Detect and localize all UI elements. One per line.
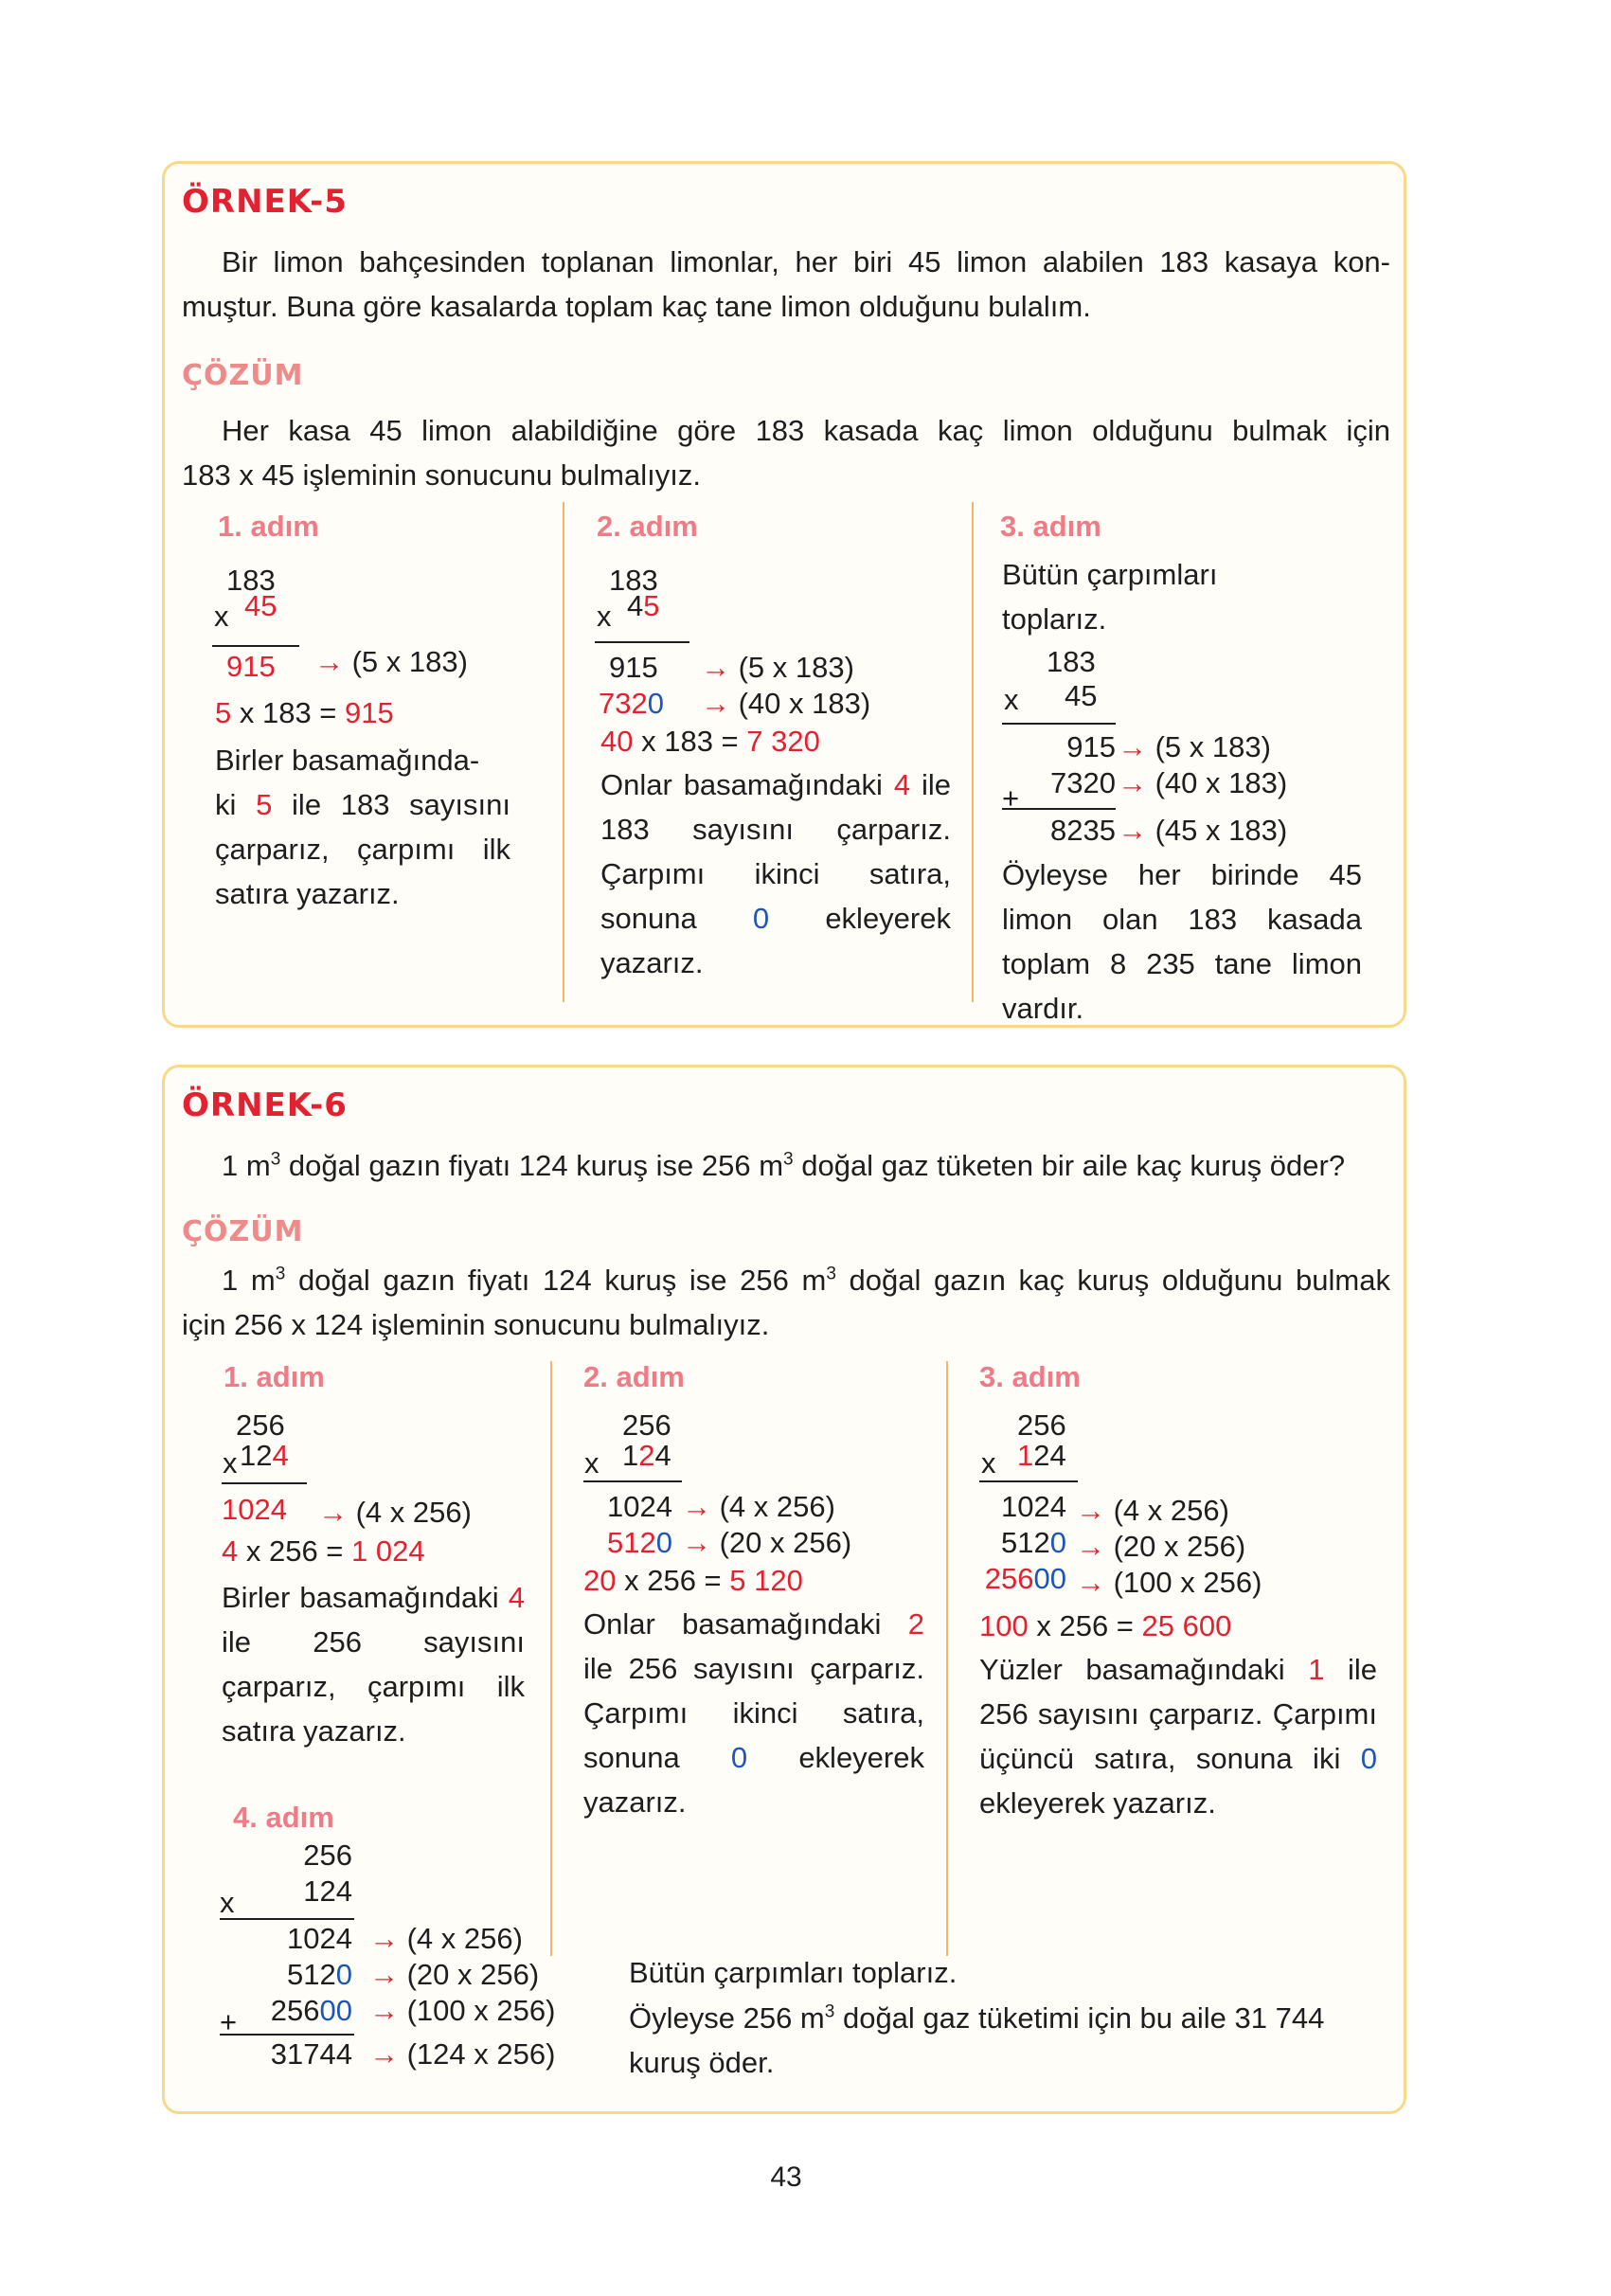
example-6-solution-text: 1 $m^3$ doğal gazın fiyatı 124 kuruş ise 256 $m^3$ doğal gazın kaç kuruş olduğunu bulmak için 256 x 124 işleminin sonucunu bulmalıyız. xyxy=(182,1264,1390,1341)
ex6-step3-label: 3. adım xyxy=(979,1360,1081,1393)
page-number: 43 xyxy=(770,2161,802,2193)
example-6-solution-label: ÇÖZÜM xyxy=(182,1215,304,1248)
example-5-solution-label: ÇÖZÜM xyxy=(182,359,304,392)
ex5-step2-text: Onlar basamağındaki 4 ile 183 sayısını çarparız. Çarpımı ikinci satıra, sonuna 0 ekleyerek yazarız. xyxy=(600,768,951,979)
ex5-step1-label: 1. adım xyxy=(218,510,319,543)
ex6-step1-text: Birler basamağındaki 4 ile 256 sayısını çarparız, çarpımı ilk satıra yazarız. xyxy=(222,1581,525,1748)
example-5-title: ÖRNEK-5 xyxy=(182,183,348,221)
ex5-step1-text: Birler basamağında- ki 5 ile 183 sayısını çarparız, çarpımı ilk satıra yazarız. xyxy=(215,744,510,910)
example-5-box: ÖRNEK-5 Bir limon bahçesinden toplanan limonlar, her biri 45 limon alabilen 183 kasaya kon- muştur. Buna göre kasalarda toplam kaç tane limon olduğunu bulalım. ÇÖZÜM Her kasa 45 limon alabildiğine göre 183 kasada kaç limon olduğunu bulmak için 183 x 45 işleminin sonucunu bulmalıyız. 1. adım 183 x 45 915 → (5 x 183) 5 x 183 = 915 Birler basamağında- ki 5 ile 183 sayısını çarparız, çarpımı ilk satıra yazarız. 2. adım 183 x 45 915 7320 → (5 x 183) → (40 x 183) 40 x 183 = 7 320 Onlar basamağındaki 4 ile 183 sayısını çarparız. Çarpımı ikinci satıra, sonuna 0 ekleyerek yazarız. 3. adım Bütün çarpımları toplarız. 183 x 45 915 7320 + 8235 → (5 x 183) → (40 x 183) → (45 x 183) Öyleyse her birinde 45 limon olan 183 kasada toplam 8 235 tane limon vardır. xyxy=(162,161,1406,1028)
example-5-solution-text: Her kasa 45 limon alabildiğine göre 183 kasada kaç limon olduğunu bulmak için 183 x 45 işleminin sonucunu bulmalıyız. xyxy=(182,414,1390,492)
column-divider xyxy=(972,502,974,1002)
column-divider xyxy=(550,1361,552,1956)
ex6-step2-text: Onlar basamağındaki 2 ile 256 sayısını çarparız. Çarpımı ikinci satıra, sonuna 0 ekleyerek yazarız. xyxy=(583,1607,924,1819)
example-6-box: ÖRNEK-6 1 $m^3$ doğal gazın fiyatı 124 kuruş ise 256 $m^3$ doğal gaz tüketen bir aile kaç kuruş öder? ÇÖZÜM 1 $m^3$ doğal gazın fiyatı 124 kuruş ise 256 $m^3$ doğal gazın kaç kuruş olduğunu bulmak için 256 x 124 işleminin sonucunu bulmalıyız. 1. adım 256 x 124 1024 → (4 x 256) 4 x 256 = 1 024 Birler basamağındaki 4 ile 256 sayısını çarparız, çarpımı ilk satıra yazarız. 2. adım 256 x 124 1024 5120 → (4 x 256) → (20 x 256) 20 x 256 = 5 120 Onlar basamağındaki 2 ile 256 sayısını çarparız. Çarpımı ikinci satıra, sonuna 0 ekleyerek yazarız. 3. adım 256 x 124 1024 5120 25600 → (4 x 256) → (20 x 256) → (100 x 256) 100 x 256 = 25 600 Yüzler basamağındaki 1 ile 256 sayısını çarparız. Çarpımı üçüncü satıra, sonuna iki 0 ekleyerek yazarız. 4. adım 256 x 124 1024 5120 25600 + 31744 → (4 x 256) → (20 x 256) → (100 x 256) → (124 x 256) Bütün çarpımları toplarız. Öyleyse 256 $m^3$ doğal gaz tüketimi için bu aile 31 744 kuruş öder. xyxy=(162,1065,1406,2114)
example-5-problem: Bir limon bahçesinden toplanan limonlar, her biri 45 limon alabilen 183 kasaya kon- muştur. Buna göre kasalarda toplam kaç tane limon olduğunu bulalım. xyxy=(182,245,1390,323)
column-divider xyxy=(563,502,564,1002)
column-divider xyxy=(946,1361,948,1956)
example-6-problem: 1 $m^3$ doğal gazın fiyatı 124 kuruş ise 256 $m^3$ doğal gaz tüketen bir aile kaç kuruş öder? xyxy=(222,1149,1346,1182)
ex5-step3-intro: Bütün çarpımları toplarız. xyxy=(1002,558,1218,636)
ex5-step3-conclusion: Öyleyse her birinde 45 limon olan 183 kasada toplam 8 235 tane limon vardır. xyxy=(1002,858,1362,1025)
example-6-title: ÖRNEK-6 xyxy=(182,1086,348,1124)
ex6-step4-conclusion: Öyleyse 256 $m^3$ doğal gaz tüketimi için bu aile 31 744 kuruş öder. xyxy=(629,2001,1325,2079)
ex6-step1-label: 1. adım xyxy=(224,1360,325,1393)
ex6-step2-label: 2. adım xyxy=(583,1360,685,1393)
ex5-step3-label: 3. adım xyxy=(1000,510,1101,543)
ex5-step2-label: 2. adım xyxy=(597,510,698,543)
ex6-step3-text: Yüzler basamağındaki 1 ile 256 sayısını çarparız. Çarpımı üçüncü satıra, sonuna iki 0 ekleyerek yazarız. xyxy=(979,1653,1377,1820)
ex6-step4-label: 4. adım xyxy=(233,1801,334,1834)
ex6-step4-sum-note: Bütün çarpımları toplarız. xyxy=(629,1956,958,1989)
